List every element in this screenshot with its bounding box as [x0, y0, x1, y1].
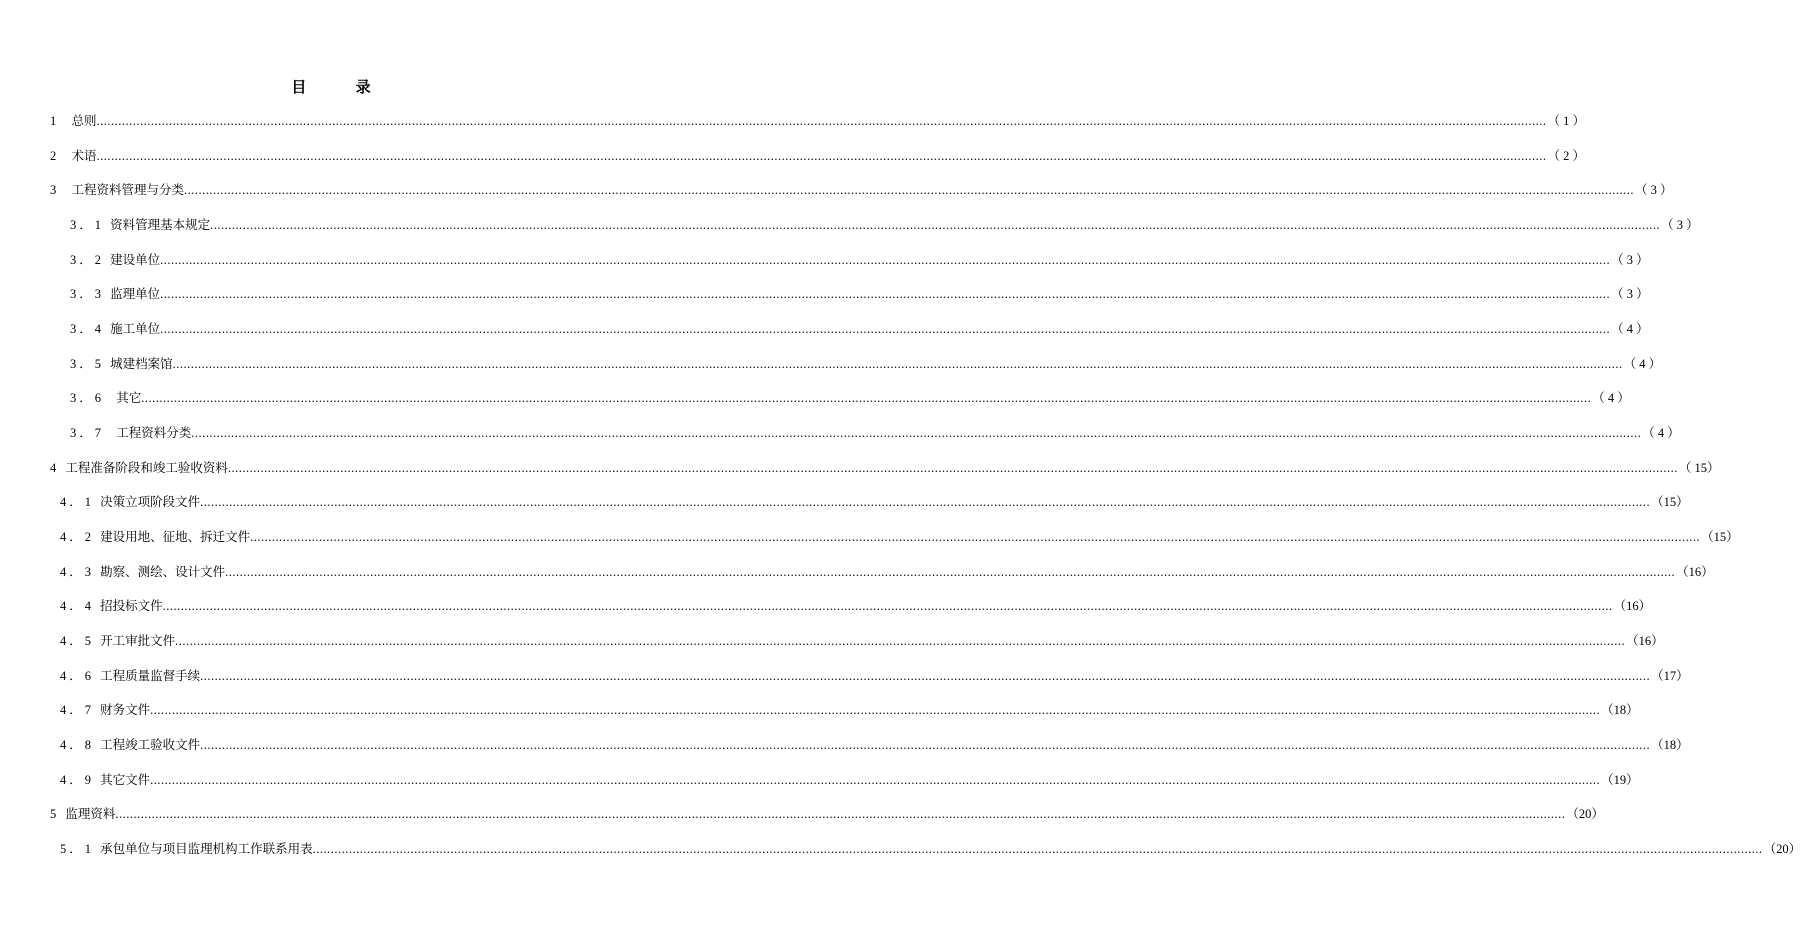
toc-entry-label: 勘察、测绘、设计文件	[100, 564, 226, 579]
dot-leader: ................................................................................................................................................................................................................................................................................................................................................................................................................	[210, 218, 1661, 232]
toc-entry-number: 3．5	[70, 357, 111, 371]
toc-entry-label: 其它	[116, 390, 142, 405]
toc-entry-page: （20）	[1763, 842, 1801, 856]
toc-entry-label: 开工审批文件	[100, 633, 176, 648]
toc-entry-page: （16）	[1626, 634, 1664, 648]
toc-entry-page: （16）	[1676, 565, 1714, 579]
dot-leader: ................................................................................................................................................................................................................................................................................................................................................................................................................	[160, 287, 1611, 301]
toc-entry-number: 3．2	[70, 253, 111, 267]
toc-entry[interactable]	[50, 147, 1586, 165]
toc-entry[interactable]	[60, 632, 1664, 650]
dot-leader: ................................................................................................................................................................................................................................................................................................................................................................................................................	[172, 357, 1623, 371]
toc-entry-number: 3．7	[70, 426, 117, 440]
toc-entry[interactable]	[70, 216, 1699, 234]
toc-entry-number: 4．8	[60, 738, 101, 752]
toc-entry-label: 施工单位	[110, 321, 161, 336]
toc-entry-number: 1	[50, 114, 72, 128]
toc-entry-number: 4．7	[60, 703, 101, 717]
toc-entry[interactable]	[50, 459, 1720, 477]
toc-entry-number: 3．4	[70, 322, 111, 336]
toc-entry-number: 3．1	[70, 218, 111, 232]
toc-entry-number: 4．3	[60, 565, 101, 579]
toc-entry[interactable]	[70, 424, 1680, 442]
toc-entry-page: （ 15）	[1678, 461, 1720, 475]
toc-entry-number: 3	[50, 183, 72, 197]
dot-leader: ................................................................................................................................................................................................................................................................................................................................................................................................................	[200, 495, 1651, 509]
toc-entry-label: 城建档案馆	[110, 356, 173, 371]
toc-entry[interactable]	[70, 355, 1662, 373]
toc-entry-number: 4．1	[60, 495, 101, 509]
toc-entry[interactable]	[60, 528, 1739, 546]
dot-leader: ................................................................................................................................................................................................................................................................................................................................................................................................................	[115, 807, 1566, 821]
toc-entry-label: 承包单位与项目监理机构工作联系用表	[100, 841, 313, 856]
toc-entry[interactable]	[60, 493, 1689, 511]
toc-entry-label: 监理资料	[65, 806, 116, 821]
toc-entry-page: （15）	[1701, 530, 1739, 544]
toc-entry-label: 工程质量监督手续	[100, 668, 201, 683]
toc-entry-number: 4．2	[60, 530, 101, 544]
dot-leader: ................................................................................................................................................................................................................................................................................................................................................................................................................	[141, 391, 1592, 405]
dot-leader: ................................................................................................................................................................................................................................................................................................................................................................................................................	[227, 461, 1678, 475]
toc-entry[interactable]	[70, 320, 1649, 338]
toc-entry-page: （ 4 ）	[1592, 391, 1630, 405]
toc-entry[interactable]	[60, 840, 1801, 858]
dot-leader: ................................................................................................................................................................................................................................................................................................................................................................................................................	[184, 183, 1635, 197]
toc-entry[interactable]	[70, 285, 1649, 303]
toc-entry-page: （ 4 ）	[1623, 357, 1662, 371]
toc-entry-page: （15）	[1651, 495, 1689, 509]
toc-entry-label: 工程竣工验收文件	[100, 737, 201, 752]
toc-entry-page: （ 4 ）	[1611, 322, 1649, 336]
dot-leader: ................................................................................................................................................................................................................................................................................................................................................................................................................	[162, 599, 1613, 613]
toc-entry-number: 4．6	[60, 669, 101, 683]
toc-entry-label: 工程资料分类	[116, 425, 192, 440]
toc-entry-number: 4	[50, 461, 66, 475]
toc-entry-number: 3．3	[70, 287, 111, 301]
toc-entry-number: 5．1	[60, 842, 101, 856]
toc-entry-number: 4．5	[60, 634, 101, 648]
toc-entry-page: （16）	[1613, 599, 1652, 613]
toc-entry-page: （20）	[1566, 807, 1604, 821]
dot-leader: ................................................................................................................................................................................................................................................................................................................................................................................................................	[225, 565, 1676, 579]
toc-entry-label: 财务文件	[100, 702, 151, 717]
toc-entry-page: （ 3 ）	[1611, 287, 1649, 301]
toc-entry-label: 其它文件	[100, 772, 151, 787]
toc-entry-page: （ 3 ）	[1661, 218, 1699, 232]
toc-entry-number: 2	[50, 149, 72, 163]
toc-entry[interactable]	[60, 667, 1689, 685]
toc-entry[interactable]	[50, 805, 1604, 823]
toc-entry-label: 工程资料管理与分类	[71, 182, 185, 197]
toc-entry-page: （ 3 ）	[1635, 183, 1673, 197]
toc-entry-number: 4．4	[60, 599, 101, 613]
toc-entry-page: （ 3 ）	[1611, 253, 1649, 267]
toc-entry-label: 监理单位	[110, 286, 161, 301]
toc-entry-label: 招投标文件	[100, 598, 163, 613]
toc-entry-label: 建设用地、征地、拆迁文件	[100, 529, 251, 544]
toc-entry-label: 建设单位	[110, 252, 161, 267]
toc-entry-page: （18）	[1601, 703, 1639, 717]
toc-entry-page: （ 2 ）	[1547, 149, 1586, 163]
toc-entry-page: （17）	[1651, 669, 1689, 683]
toc-entry-label: 资料管理基本规定	[110, 217, 211, 232]
dot-leader: ................................................................................................................................................................................................................................................................................................................................................................................................................	[175, 634, 1626, 648]
dot-leader: ................................................................................................................................................................................................................................................................................................................................................................................................................	[96, 149, 1547, 163]
toc-entry-page: （18）	[1651, 738, 1689, 752]
page-title: 目 录	[291, 78, 393, 96]
toc-entry[interactable]	[70, 389, 1630, 407]
toc-entry-label: 工程准备阶段和竣工验收资料	[65, 460, 228, 475]
toc-entry[interactable]	[50, 112, 1586, 130]
dot-leader: ................................................................................................................................................................................................................................................................................................................................................................................................................	[312, 842, 1763, 856]
toc-entry-page: （ 4 ）	[1642, 426, 1680, 440]
toc-entry-page: （ 1 ）	[1547, 114, 1586, 128]
dot-leader: ................................................................................................................................................................................................................................................................................................................................................................................................................	[200, 669, 1651, 683]
toc-entry[interactable]	[60, 563, 1714, 581]
dot-leader: ................................................................................................................................................................................................................................................................................................................................................................................................................	[150, 773, 1601, 787]
dot-leader: ................................................................................................................................................................................................................................................................................................................................................................................................................	[96, 114, 1547, 128]
dot-leader: ................................................................................................................................................................................................................................................................................................................................................................................................................	[200, 738, 1651, 752]
toc-entry-number: 3．6	[70, 391, 117, 405]
toc-entry[interactable]	[60, 701, 1639, 719]
toc-entry[interactable]	[50, 181, 1673, 199]
toc-entry-number: 4．9	[60, 773, 101, 787]
toc-entry-page: （19）	[1601, 773, 1639, 787]
toc-entry-label: 总则	[71, 113, 97, 128]
dot-leader: ................................................................................................................................................................................................................................................................................................................................................................................................................	[160, 253, 1611, 267]
toc-entry-label: 决策立项阶段文件	[100, 494, 201, 509]
toc-entry-label: 术语	[71, 148, 97, 163]
toc-entry-number: 5	[50, 807, 66, 821]
dot-leader: ................................................................................................................................................................................................................................................................................................................................................................................................................	[191, 426, 1642, 440]
dot-leader: ................................................................................................................................................................................................................................................................................................................................................................................................................	[160, 322, 1611, 336]
toc-entry[interactable]	[70, 251, 1649, 269]
dot-leader: ................................................................................................................................................................................................................................................................................................................................................................................................................	[250, 530, 1701, 544]
dot-leader: ................................................................................................................................................................................................................................................................................................................................................................................................................	[150, 703, 1601, 717]
toc-entry[interactable]	[60, 736, 1689, 754]
toc-entry[interactable]	[60, 771, 1639, 789]
toc-entry[interactable]	[60, 597, 1652, 615]
